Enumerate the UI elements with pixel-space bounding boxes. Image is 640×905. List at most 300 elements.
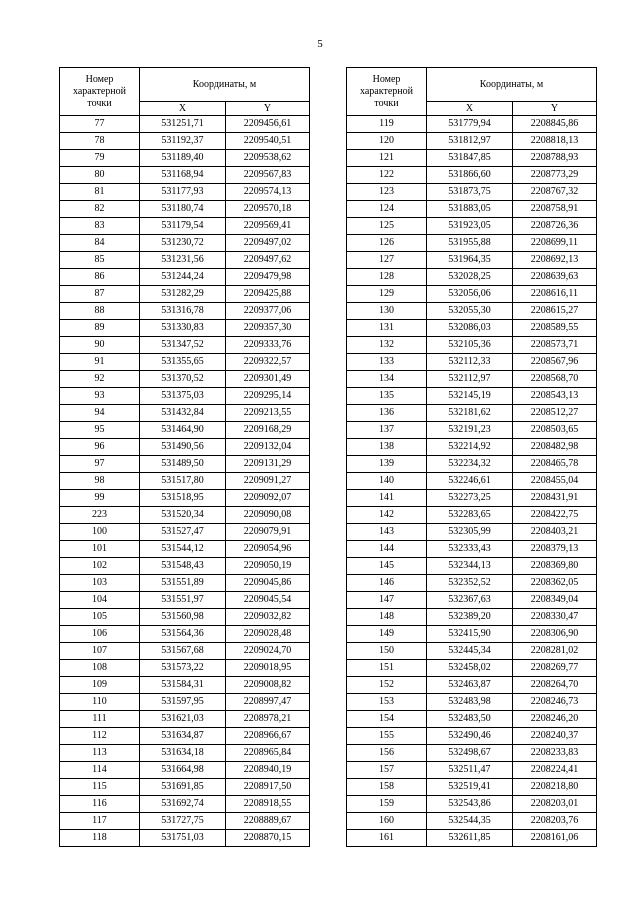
table-row <box>347 660 597 677</box>
x-coordinate-cell: 531866,60 <box>427 167 513 184</box>
point-number-cell: 116 <box>60 796 140 813</box>
point-number-cell: 117 <box>60 813 140 830</box>
table-row <box>347 320 597 337</box>
point-number-cell: 151 <box>347 660 427 677</box>
y-coordinate-cell: 2208379,13 <box>513 541 597 558</box>
x-coordinate-cell: 531432,84 <box>140 405 226 422</box>
x-coordinate-cell: 531544,12 <box>140 541 226 558</box>
table-row <box>60 150 310 167</box>
x-coordinate-cell: 531180,74 <box>140 201 226 218</box>
x-coordinate-cell: 532333,43 <box>427 541 513 558</box>
table-row <box>347 541 597 558</box>
point-number-cell: 99 <box>60 490 140 507</box>
point-number-cell: 123 <box>347 184 427 201</box>
y-coordinate-cell: 2209008,82 <box>226 677 310 694</box>
table-row <box>347 490 597 507</box>
point-number-cell: 91 <box>60 354 140 371</box>
y-coordinate-cell: 2208224,41 <box>513 762 597 779</box>
y-coordinate-cell: 2209131,29 <box>226 456 310 473</box>
x-coordinate-cell: 532283,65 <box>427 507 513 524</box>
y-coordinate-cell: 2208465,78 <box>513 456 597 473</box>
point-number-cell: 104 <box>60 592 140 609</box>
x-coordinate-cell: 531567,68 <box>140 643 226 660</box>
point-number-cell: 87 <box>60 286 140 303</box>
table-row <box>60 745 310 762</box>
y-coordinate-cell: 2209168,29 <box>226 422 310 439</box>
table-row <box>60 796 310 813</box>
x-coordinate-cell: 531564,36 <box>140 626 226 643</box>
point-number-cell: 82 <box>60 201 140 218</box>
point-number-cell: 135 <box>347 388 427 405</box>
table-row <box>347 456 597 473</box>
y-coordinate-cell: 2208203,76 <box>513 813 597 830</box>
x-coordinate-cell: 532246,61 <box>427 473 513 490</box>
table-row <box>60 660 310 677</box>
table-row <box>60 388 310 405</box>
y-coordinate-cell: 2208431,91 <box>513 490 597 507</box>
table-row <box>60 201 310 218</box>
table-row <box>347 558 597 575</box>
y-header: Y <box>513 102 597 116</box>
x-coordinate-cell: 532055,30 <box>427 303 513 320</box>
x-coordinate-cell: 532086,03 <box>427 320 513 337</box>
point-number-cell: 132 <box>347 337 427 354</box>
y-coordinate-cell: 2208940,19 <box>226 762 310 779</box>
table-row <box>347 575 597 592</box>
point-number-cell: 114 <box>60 762 140 779</box>
coordinates-header: Координаты, м <box>140 68 310 102</box>
table-row <box>60 762 310 779</box>
table-row <box>347 167 597 184</box>
x-coordinate-cell: 531560,98 <box>140 609 226 626</box>
y-coordinate-cell: 2208306,90 <box>513 626 597 643</box>
y-coordinate-cell: 2208362,05 <box>513 575 597 592</box>
point-number-cell: 98 <box>60 473 140 490</box>
point-number-cell: 121 <box>347 150 427 167</box>
point-number-cell: 80 <box>60 167 140 184</box>
x-coordinate-cell: 531955,88 <box>427 235 513 252</box>
y-coordinate-cell: 2208773,29 <box>513 167 597 184</box>
point-number-cell: 130 <box>347 303 427 320</box>
y-coordinate-cell: 2209497,62 <box>226 252 310 269</box>
x-coordinate-cell: 532543,86 <box>427 796 513 813</box>
y-coordinate-cell: 2208573,71 <box>513 337 597 354</box>
point-number-cell: 149 <box>347 626 427 643</box>
table-row <box>347 184 597 201</box>
point-number-cell: 119 <box>347 116 427 133</box>
y-coordinate-cell: 2208758,91 <box>513 201 597 218</box>
y-coordinate-cell: 2208965,84 <box>226 745 310 762</box>
y-coordinate-cell: 2209425,88 <box>226 286 310 303</box>
table-row <box>60 677 310 694</box>
table-row <box>60 728 310 745</box>
coordinates-header: Координаты, м <box>427 68 597 102</box>
table-row <box>347 133 597 150</box>
x-coordinate-cell: 531179,54 <box>140 218 226 235</box>
point-number-cell: 96 <box>60 439 140 456</box>
y-coordinate-cell: 2208889,67 <box>226 813 310 830</box>
y-coordinate-cell: 2209092,07 <box>226 490 310 507</box>
x-coordinate-cell: 532273,25 <box>427 490 513 507</box>
x-coordinate-cell: 531692,74 <box>140 796 226 813</box>
table-row <box>60 490 310 507</box>
table-row <box>347 150 597 167</box>
table-row <box>60 337 310 354</box>
x-coordinate-cell: 531779,94 <box>427 116 513 133</box>
table-row <box>347 252 597 269</box>
table-row <box>347 439 597 456</box>
point-number-cell: 111 <box>60 711 140 728</box>
point-number-cell: 152 <box>347 677 427 694</box>
table-row <box>347 218 597 235</box>
x-coordinate-cell: 531282,29 <box>140 286 226 303</box>
y-coordinate-cell: 2208543,13 <box>513 388 597 405</box>
point-number-cell: 141 <box>347 490 427 507</box>
y-coordinate-cell: 2209574,13 <box>226 184 310 201</box>
y-coordinate-cell: 2209538,62 <box>226 150 310 167</box>
table-row <box>347 728 597 745</box>
table-row <box>60 609 310 626</box>
point-number-cell: 155 <box>347 728 427 745</box>
x-coordinate-cell: 532544,35 <box>427 813 513 830</box>
y-coordinate-cell: 2208246,73 <box>513 694 597 711</box>
y-coordinate-cell: 2209301,49 <box>226 371 310 388</box>
coordinates-table-left <box>59 67 310 847</box>
y-coordinate-cell: 2208917,50 <box>226 779 310 796</box>
table-row <box>347 473 597 490</box>
y-coordinate-cell: 2208482,98 <box>513 439 597 456</box>
point-number-cell: 88 <box>60 303 140 320</box>
x-coordinate-cell: 531489,50 <box>140 456 226 473</box>
table-row <box>347 422 597 439</box>
y-coordinate-cell: 2209090,08 <box>226 507 310 524</box>
table-row <box>60 405 310 422</box>
table-row <box>60 779 310 796</box>
table-row <box>60 813 310 830</box>
point-number-cell: 138 <box>347 439 427 456</box>
point-number-cell: 133 <box>347 354 427 371</box>
point-number-cell: 78 <box>60 133 140 150</box>
y-coordinate-cell: 2208870,15 <box>226 830 310 847</box>
x-coordinate-cell: 531551,89 <box>140 575 226 592</box>
point-number-cell: 115 <box>60 779 140 796</box>
point-number-cell: 159 <box>347 796 427 813</box>
table-row <box>60 592 310 609</box>
x-coordinate-cell: 531230,72 <box>140 235 226 252</box>
table-row <box>60 116 310 133</box>
x-coordinate-cell: 532519,41 <box>427 779 513 796</box>
x-coordinate-cell: 531490,56 <box>140 439 226 456</box>
y-coordinate-cell: 2209333,76 <box>226 337 310 354</box>
y-coordinate-cell: 2208403,21 <box>513 524 597 541</box>
table-row <box>347 371 597 388</box>
table-row <box>60 252 310 269</box>
x-coordinate-cell: 532463,87 <box>427 677 513 694</box>
point-number-cell: 129 <box>347 286 427 303</box>
x-coordinate-cell: 531330,83 <box>140 320 226 337</box>
x-coordinate-cell: 532367,63 <box>427 592 513 609</box>
y-coordinate-cell: 2209050,19 <box>226 558 310 575</box>
x-coordinate-cell: 531168,94 <box>140 167 226 184</box>
x-header: X <box>427 102 513 116</box>
point-number-header: Номер характерной точки <box>60 68 140 116</box>
table-row <box>60 626 310 643</box>
x-coordinate-cell: 531664,98 <box>140 762 226 779</box>
x-coordinate-cell: 531520,34 <box>140 507 226 524</box>
point-number-cell: 79 <box>60 150 140 167</box>
point-number-cell: 89 <box>60 320 140 337</box>
x-coordinate-cell: 532344,13 <box>427 558 513 575</box>
point-number-cell: 223 <box>60 507 140 524</box>
y-coordinate-cell: 2208616,11 <box>513 286 597 303</box>
x-coordinate-cell: 531464,90 <box>140 422 226 439</box>
y-coordinate-cell: 2208369,80 <box>513 558 597 575</box>
point-number-cell: 110 <box>60 694 140 711</box>
point-number-cell: 118 <box>60 830 140 847</box>
table-row <box>347 796 597 813</box>
y-coordinate-cell: 2209570,18 <box>226 201 310 218</box>
table-row <box>60 541 310 558</box>
point-number-cell: 144 <box>347 541 427 558</box>
y-coordinate-cell: 2208240,37 <box>513 728 597 745</box>
y-coordinate-cell: 2209045,54 <box>226 592 310 609</box>
y-coordinate-cell: 2208997,47 <box>226 694 310 711</box>
y-coordinate-cell: 2209045,86 <box>226 575 310 592</box>
table-row <box>60 269 310 286</box>
point-number-cell: 136 <box>347 405 427 422</box>
x-coordinate-cell: 531189,40 <box>140 150 226 167</box>
point-number-cell: 127 <box>347 252 427 269</box>
x-coordinate-cell: 531573,22 <box>140 660 226 677</box>
x-coordinate-cell: 531347,52 <box>140 337 226 354</box>
page-number: 5 <box>317 38 323 50</box>
y-coordinate-cell: 2208422,75 <box>513 507 597 524</box>
point-number-cell: 107 <box>60 643 140 660</box>
x-coordinate-cell: 531177,93 <box>140 184 226 201</box>
table-row <box>60 133 310 150</box>
x-coordinate-cell: 532483,50 <box>427 711 513 728</box>
table-row <box>60 303 310 320</box>
point-number-cell: 94 <box>60 405 140 422</box>
x-coordinate-cell: 531964,35 <box>427 252 513 269</box>
point-number-cell: 92 <box>60 371 140 388</box>
x-coordinate-cell: 532498,67 <box>427 745 513 762</box>
point-number-header: Номер характерной точки <box>347 68 427 116</box>
y-coordinate-cell: 2209567,83 <box>226 167 310 184</box>
x-coordinate-cell: 531847,85 <box>427 150 513 167</box>
point-number-cell: 112 <box>60 728 140 745</box>
x-coordinate-cell: 532458,02 <box>427 660 513 677</box>
x-coordinate-cell: 532191,23 <box>427 422 513 439</box>
table-row <box>347 830 597 847</box>
table-row <box>347 745 597 762</box>
table-row <box>347 337 597 354</box>
point-number-cell: 147 <box>347 592 427 609</box>
y-coordinate-cell: 2208503,65 <box>513 422 597 439</box>
table-row <box>60 320 310 337</box>
y-coordinate-cell: 2208788,93 <box>513 150 597 167</box>
x-coordinate-cell: 532611,85 <box>427 830 513 847</box>
table-row <box>347 388 597 405</box>
y-coordinate-cell: 2209024,70 <box>226 643 310 660</box>
y-coordinate-cell: 2208455,04 <box>513 473 597 490</box>
x-coordinate-cell: 532105,36 <box>427 337 513 354</box>
x-coordinate-cell: 531621,03 <box>140 711 226 728</box>
y-coordinate-cell: 2208246,20 <box>513 711 597 728</box>
y-coordinate-cell: 2209213,55 <box>226 405 310 422</box>
point-number-cell: 108 <box>60 660 140 677</box>
x-coordinate-cell: 531812,97 <box>427 133 513 150</box>
y-coordinate-cell: 2208639,63 <box>513 269 597 286</box>
point-number-cell: 139 <box>347 456 427 473</box>
table-row <box>347 592 597 609</box>
table-row <box>347 303 597 320</box>
y-coordinate-cell: 2209018,95 <box>226 660 310 677</box>
point-number-cell: 161 <box>347 830 427 847</box>
y-coordinate-cell: 2208161,06 <box>513 830 597 847</box>
x-coordinate-cell: 532056,06 <box>427 286 513 303</box>
x-coordinate-cell: 531597,95 <box>140 694 226 711</box>
table-row <box>347 711 597 728</box>
table-row <box>347 643 597 660</box>
y-coordinate-cell: 2208264,70 <box>513 677 597 694</box>
x-coordinate-cell: 532389,20 <box>427 609 513 626</box>
coordinates-table-right <box>346 67 597 847</box>
table-row <box>60 371 310 388</box>
y-coordinate-cell: 2208512,27 <box>513 405 597 422</box>
x-coordinate-cell: 531548,43 <box>140 558 226 575</box>
y-coordinate-cell: 2208978,21 <box>226 711 310 728</box>
x-coordinate-cell: 531551,97 <box>140 592 226 609</box>
table-row <box>60 524 310 541</box>
x-coordinate-cell: 531355,65 <box>140 354 226 371</box>
y-coordinate-cell: 2209091,27 <box>226 473 310 490</box>
x-coordinate-cell: 531192,37 <box>140 133 226 150</box>
y-coordinate-cell: 2208692,13 <box>513 252 597 269</box>
point-number-cell: 126 <box>347 235 427 252</box>
x-coordinate-cell: 531751,03 <box>140 830 226 847</box>
point-number-cell: 106 <box>60 626 140 643</box>
table-row <box>347 694 597 711</box>
x-coordinate-cell: 531584,31 <box>140 677 226 694</box>
x-coordinate-cell: 532214,92 <box>427 439 513 456</box>
x-coordinate-cell: 531527,47 <box>140 524 226 541</box>
point-number-cell: 113 <box>60 745 140 762</box>
table-row <box>60 218 310 235</box>
table-row <box>60 575 310 592</box>
x-coordinate-cell: 532028,25 <box>427 269 513 286</box>
point-number-cell: 93 <box>60 388 140 405</box>
table-row <box>60 167 310 184</box>
table-row <box>60 286 310 303</box>
x-coordinate-cell: 531518,95 <box>140 490 226 507</box>
x-header: X <box>140 102 226 116</box>
point-number-cell: 143 <box>347 524 427 541</box>
x-coordinate-cell: 532234,32 <box>427 456 513 473</box>
x-coordinate-cell: 531370,52 <box>140 371 226 388</box>
table-row <box>347 677 597 694</box>
table-row <box>347 235 597 252</box>
y-coordinate-cell: 2208218,80 <box>513 779 597 796</box>
point-number-cell: 95 <box>60 422 140 439</box>
y-coordinate-cell: 2208330,47 <box>513 609 597 626</box>
table-row <box>60 184 310 201</box>
y-coordinate-cell: 2209054,96 <box>226 541 310 558</box>
x-coordinate-cell: 531375,03 <box>140 388 226 405</box>
table-row <box>347 116 597 133</box>
y-coordinate-cell: 2208918,55 <box>226 796 310 813</box>
point-number-cell: 154 <box>347 711 427 728</box>
x-coordinate-cell: 531316,78 <box>140 303 226 320</box>
point-number-cell: 131 <box>347 320 427 337</box>
y-coordinate-cell: 2208281,02 <box>513 643 597 660</box>
y-coordinate-cell: 2208966,67 <box>226 728 310 745</box>
x-coordinate-cell: 532112,33 <box>427 354 513 371</box>
point-number-cell: 142 <box>347 507 427 524</box>
point-number-cell: 125 <box>347 218 427 235</box>
table-row <box>60 354 310 371</box>
point-number-cell: 103 <box>60 575 140 592</box>
table-row <box>60 694 310 711</box>
y-coordinate-cell: 2209079,91 <box>226 524 310 541</box>
y-coordinate-cell: 2208615,27 <box>513 303 597 320</box>
y-coordinate-cell: 2208767,32 <box>513 184 597 201</box>
y-coordinate-cell: 2208699,11 <box>513 235 597 252</box>
point-number-cell: 81 <box>60 184 140 201</box>
table-row <box>60 830 310 847</box>
x-coordinate-cell: 532445,34 <box>427 643 513 660</box>
y-coordinate-cell: 2209479,98 <box>226 269 310 286</box>
y-coordinate-cell: 2208845,86 <box>513 116 597 133</box>
table-row <box>347 524 597 541</box>
x-coordinate-cell: 531634,87 <box>140 728 226 745</box>
table-row <box>347 779 597 796</box>
x-coordinate-cell: 531244,24 <box>140 269 226 286</box>
point-number-cell: 90 <box>60 337 140 354</box>
x-coordinate-cell: 532415,90 <box>427 626 513 643</box>
y-coordinate-cell: 2208726,36 <box>513 218 597 235</box>
table-row <box>347 286 597 303</box>
y-coordinate-cell: 2209456,61 <box>226 116 310 133</box>
point-number-cell: 97 <box>60 456 140 473</box>
point-number-cell: 84 <box>60 235 140 252</box>
point-number-cell: 124 <box>347 201 427 218</box>
x-coordinate-cell: 532112,97 <box>427 371 513 388</box>
table-row <box>347 507 597 524</box>
y-coordinate-cell: 2209497,02 <box>226 235 310 252</box>
table-row <box>60 422 310 439</box>
x-coordinate-cell: 532490,46 <box>427 728 513 745</box>
table-row <box>347 626 597 643</box>
point-number-cell: 137 <box>347 422 427 439</box>
point-number-cell: 146 <box>347 575 427 592</box>
x-coordinate-cell: 531883,05 <box>427 201 513 218</box>
y-coordinate-cell: 2208589,55 <box>513 320 597 337</box>
table-row <box>60 507 310 524</box>
table-row <box>347 813 597 830</box>
point-number-cell: 157 <box>347 762 427 779</box>
y-coordinate-cell: 2208818,13 <box>513 133 597 150</box>
point-number-cell: 83 <box>60 218 140 235</box>
y-coordinate-cell: 2209132,04 <box>226 439 310 456</box>
point-number-cell: 120 <box>347 133 427 150</box>
table-row <box>347 762 597 779</box>
y-coordinate-cell: 2208349,04 <box>513 592 597 609</box>
table-row <box>60 439 310 456</box>
point-number-cell: 100 <box>60 524 140 541</box>
y-coordinate-cell: 2209377,06 <box>226 303 310 320</box>
table-row <box>60 643 310 660</box>
